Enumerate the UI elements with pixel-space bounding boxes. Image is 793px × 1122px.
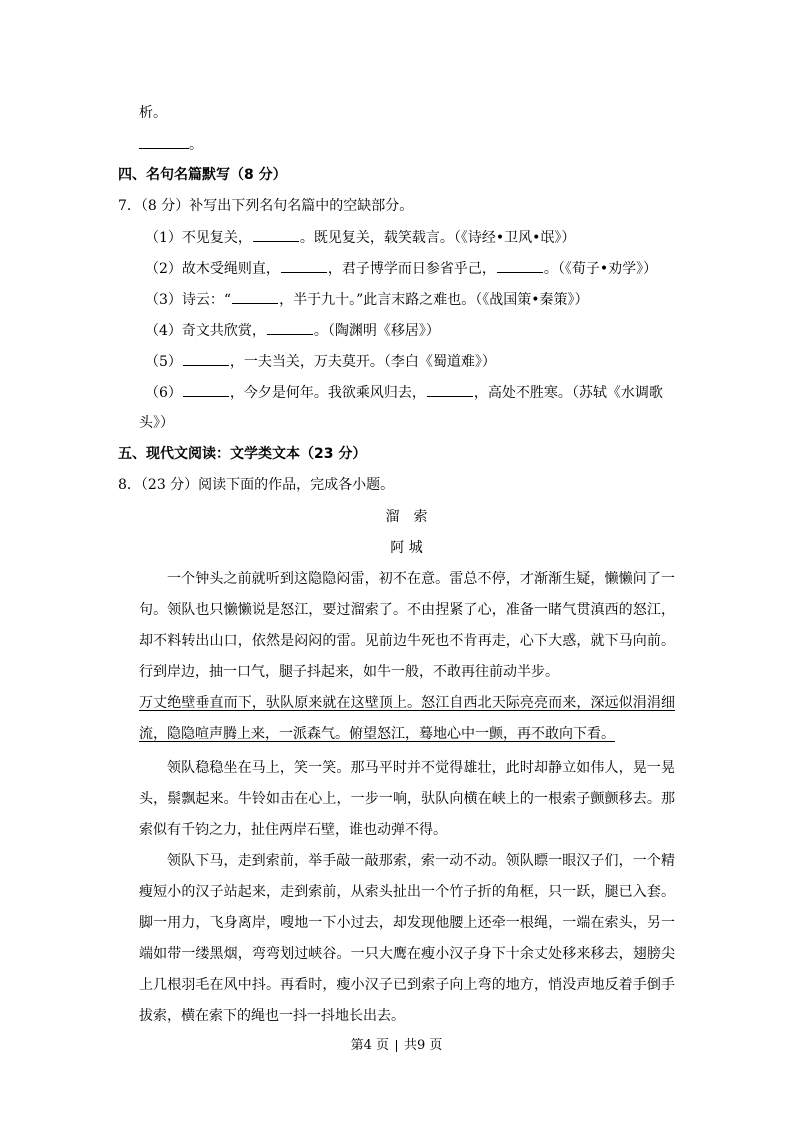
answer-blank[interactable]	[267, 320, 313, 335]
paragraph-line: 瘦短小的汉子站起来，走到索前，从索头扯出一个竹子折的角框，只一跃，腿已入套。	[139, 884, 675, 900]
paragraph-line: 领队稳稳坐在马上，笑一笑。那马平时并不觉得雄壮，此时却静立如伟人，晃一晃	[167, 760, 675, 776]
list-item: （3）诗云：“ ，半于九十。”此言末路之难也。（《战国策•秦策》）	[145, 289, 589, 310]
answer-blank-line: 。	[139, 134, 203, 155]
answer-blank[interactable]	[139, 134, 189, 149]
list-item: （4）奇文共欣赏， 。（陶渊明《移居》）	[145, 320, 440, 341]
answer-blank[interactable]	[497, 258, 543, 273]
list-item: （1）不见复关， 。既见复关，载笑载言。（《诗经•卫风•氓》）	[145, 227, 575, 248]
underlined-line: 万丈绝壁垂直而下，驮队原来就在这壁顶上。怒江自西北天际亮亮而来，深远似涓涓细	[139, 695, 675, 711]
paragraph-line: 一个钟头之前就听到这隐隐闷雷，初不在意。雷总不停，才渐渐生疑，懒懒问了一	[167, 571, 675, 587]
article-author: 阿 城	[390, 540, 423, 556]
paragraph-line: 上几根羽毛在风中抖。再看时，瘦小汉子已到索子向上弯的地方，悄没声地反着手倒手	[139, 977, 675, 993]
underlined-line: 流，隐隐喧声腾上来，一派森气。俯望怒江，蓦地心中一颤，再不敢向下看。	[139, 726, 615, 742]
page-footer	[0, 1037, 793, 1055]
answer-blank[interactable]	[253, 227, 299, 242]
paragraph-line: 索似有千钧之力，扯住两岸石壁，谁也动弹不得。	[139, 822, 447, 838]
footer-divider	[396, 1040, 397, 1052]
list-item: （2）故木受绳则直， ，君子博学而日参省乎己， 。（《荀子•劝学》）	[145, 258, 657, 279]
section-heading-5: 五、现代文阅读：文学类文本（23 分）	[118, 446, 367, 462]
paragraph-line: 脚一用力，飞身离岸，嗖地一下小过去，却发现他腰上还牵一根绳，一端在索头，另一	[139, 915, 675, 931]
paragraph-line: 领队下马，走到索前，举手敲一敲那索，索一动不动。领队瞟一眼汉子们，一个精	[167, 853, 675, 869]
answer-blank[interactable]	[427, 382, 473, 397]
answer-blank[interactable]	[183, 351, 229, 366]
paragraph-line: 头，鬃飘起来。牛铃如击在心上，一步一响，驮队向横在峡上的一根索子颤颤移去。那	[139, 791, 675, 807]
question-7: 7．（8 分）补写出下列名句名篇中的空缺部分。	[118, 198, 414, 214]
article-title: 溜 索	[385, 509, 428, 525]
question-8: 8．（23 分）阅读下面的作品，完成各小题。	[118, 477, 395, 493]
list-item: （5） ，一夫当关，万夫莫开。（李白《蜀道难》）	[145, 351, 496, 372]
answer-blank[interactable]	[232, 289, 278, 304]
section-heading-4: 四、名句名篇默写（8 分）	[118, 167, 287, 183]
paragraph-line: 句。领队也只懒懒说是怒江，要过溜索了。不由捏紧了心，准备一睹气贯滇西的怒江，	[139, 602, 675, 618]
page-total: 共9 页	[404, 1038, 443, 1053]
answer-blank[interactable]	[281, 258, 327, 273]
paragraph-line: 行到岸边，抽一口气，腿子抖起来，如牛一般，不敢再往前动半步。	[139, 664, 559, 680]
paragraph-line: 端如带一缕黑烟，弯弯划过峡谷。一只大鹰在瘦小汉子身下十余丈处移来移去，翅膀尖	[139, 946, 675, 962]
continuation-text: 析。	[139, 105, 167, 121]
answer-blank[interactable]	[183, 382, 229, 397]
list-item-continuation: 头》）	[139, 415, 174, 431]
list-item: （6） ，今夕是何年。我欲乘风归去， ，高处不胜寒。（苏轼《水调歌	[145, 382, 663, 403]
paragraph-line: 拔索，横在索下的绳也一抖一抖地长出去。	[139, 1008, 405, 1024]
paragraph-line: 却不料转出山口，依然是闷闷的雷。见前边牛死也不肯再走，心下大惑，就下马向前。	[139, 633, 675, 649]
page-number: 第4 页	[350, 1038, 389, 1053]
